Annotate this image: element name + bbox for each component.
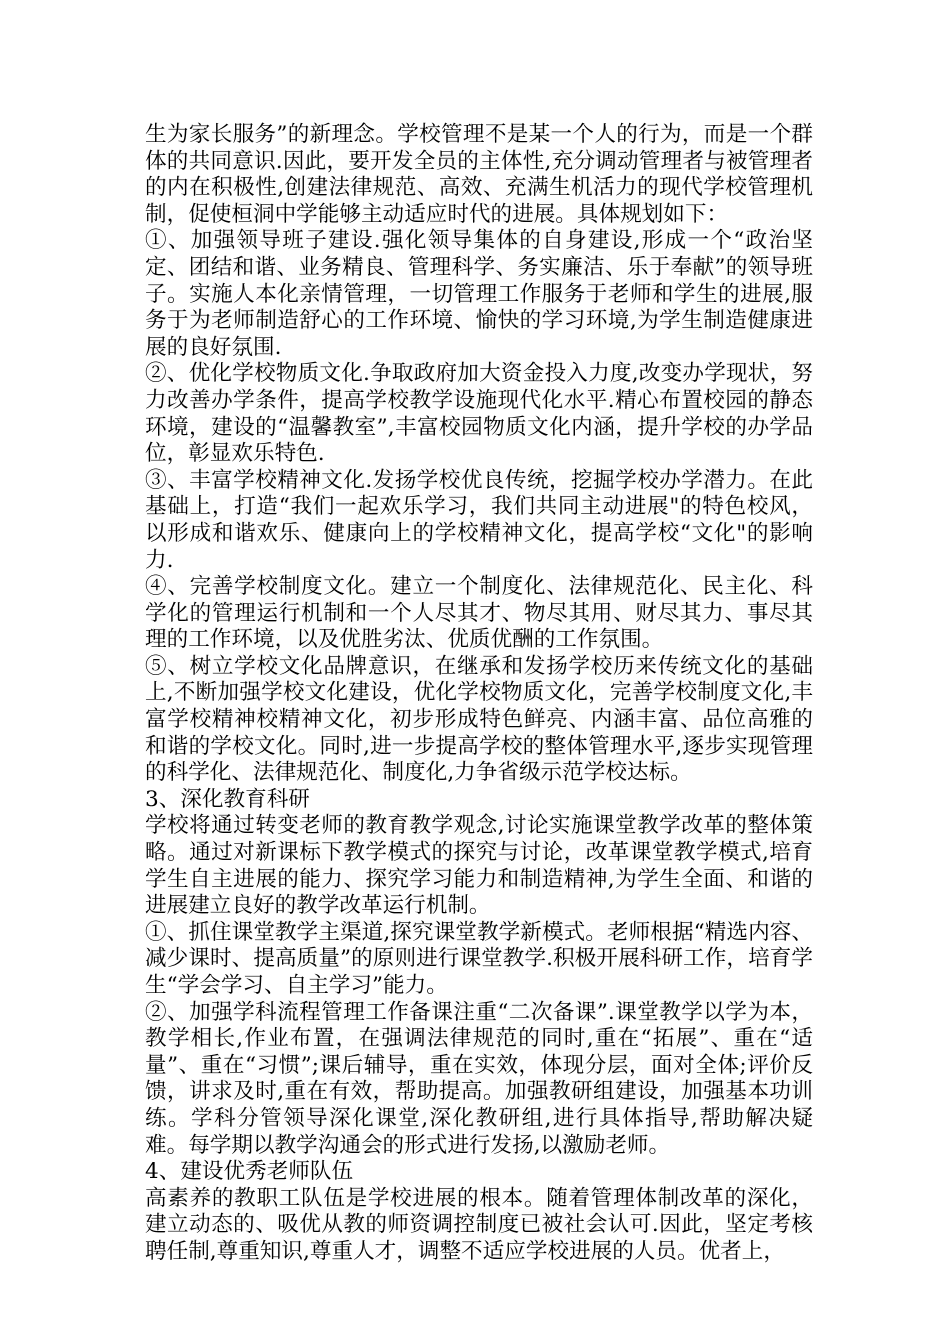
section-heading-teacher-team: 4、建设优秀老师队伍 <box>145 1159 354 1185</box>
document-body <box>145 122 813 1266</box>
paragraph-classroom-teaching: ①、抓住课堂教学主渠道,探究课堂教学新模式。老师根据“精选内容、减少课时、提高质量”的原则进行课堂教学.积极开展科研工作，培育学生“学会学习、自主学习”能力。 <box>145 919 813 998</box>
section-heading-education-research: 3、深化教育科研 <box>145 786 310 812</box>
paragraph-staff-quality: 高素养的教职工队伍是学校进展的根本。随着管理体制改革的深化，建立动态的、吸优从教的师资调控制度已被社会认可.因此，坚定考核聘任制,尊重知识,尊重人才，调整不适应学校进展的人员。优者上， <box>145 1185 813 1264</box>
paragraph-school-management-concept: 生为家长服务”的新理念。学校管理不是某一个人的行为，而是一个群体的共同意识.因此，要开发全员的主体性,充分调动管理者与被管理者的内在积极性,创建法律规范、高效、充满生机活力的现代学校管理机制，促使桓洞中学能够主动适应时代的进展。具体规划如下： <box>145 122 813 227</box>
paragraph-spiritual-culture: ③、丰富学校精神文化.发扬学校优良传统，挖掘学校办学潜力。在此基础上，打造“我们一起欢乐学习，我们共同主动进展"的特色校风，以形成和谐欢乐、健康向上的学校精神文化，提高学校“文化"的影响力. <box>145 467 813 573</box>
paragraph-cultural-brand: ⑤、树立学校文化品牌意识，在继承和发扬学校历来传统文化的基础上,不断加强学校文化建设，优化学校物质文化，完善学校制度文化,丰富学校精神校精神文化，初步形成特色鲜亮、内涵丰富、品位高雅的和谐的学校文化。同时,进一步提高学校的整体管理水平,逐步实现管理的科学化、法律规范化、制度化,力争省级示范学校达标。 <box>145 653 813 786</box>
paragraph-material-culture: ②、优化学校物质文化.争取政府加大资金投入力度,改变办学现状，努力改善办学条件，提高学校教学设施现代化水平.精心布置校园的静态环境，建设的“温馨教室”,丰富校园物质文化内涵，提升学校的办学品位，彰显欢乐特色. <box>145 361 813 467</box>
paragraph-subject-process-management: ②、加强学科流程管理工作备课注重“二次备课”.课堂教学以学为本，教学相长,作业布置，在强调法律规范的同时,重在“拓展”、重在“适量”、重在“习惯”;课后辅导，重在实效，体现分层，面对全体;评价反馈，讲求及时,重在有效，帮助提高。加强教研组建设，加强基本功训练。学科分管领导深化课堂,深化教研组,进行具体指导,帮助解决疑难。每学期以教学沟通会的形式进行发扬,以激励老师。 <box>145 999 814 1158</box>
paragraph-institutional-culture: ④、完善学校制度文化。建立一个制度化、法律规范化、民主化、科学化的管理运行机制和一个人尽其才、物尽其用、财尽其力、事尽其理的工作环境，以及优胜劣汰、优质优酬的工作氛围。 <box>145 574 813 653</box>
paragraph-teaching-reform: 学校将通过转变老师的教育教学观念,讨论实施课堂教学改革的整体策略。通过对新课标下教学模式的探究与讨论，改革课堂教学模式,培育学生自主进展的能力、探究学习能力和制造精神,为学生全面、和谐的进展建立良好的教学改革运行机制。 <box>145 813 813 919</box>
paragraph-leadership-building: ①、加强领导班子建设.强化领导集体的自身建设,形成一个“政治坚定、团结和谐、业务精良、管理科学、务实廉洁、乐于奉献”的领导班子。实施人本化亲情管理，一切管理工作服务于老师和学生的进展,服务于为老师制造舒心的工作环境、愉快的学习环境,为学生制造健康进展的良好氛围. <box>145 228 813 360</box>
